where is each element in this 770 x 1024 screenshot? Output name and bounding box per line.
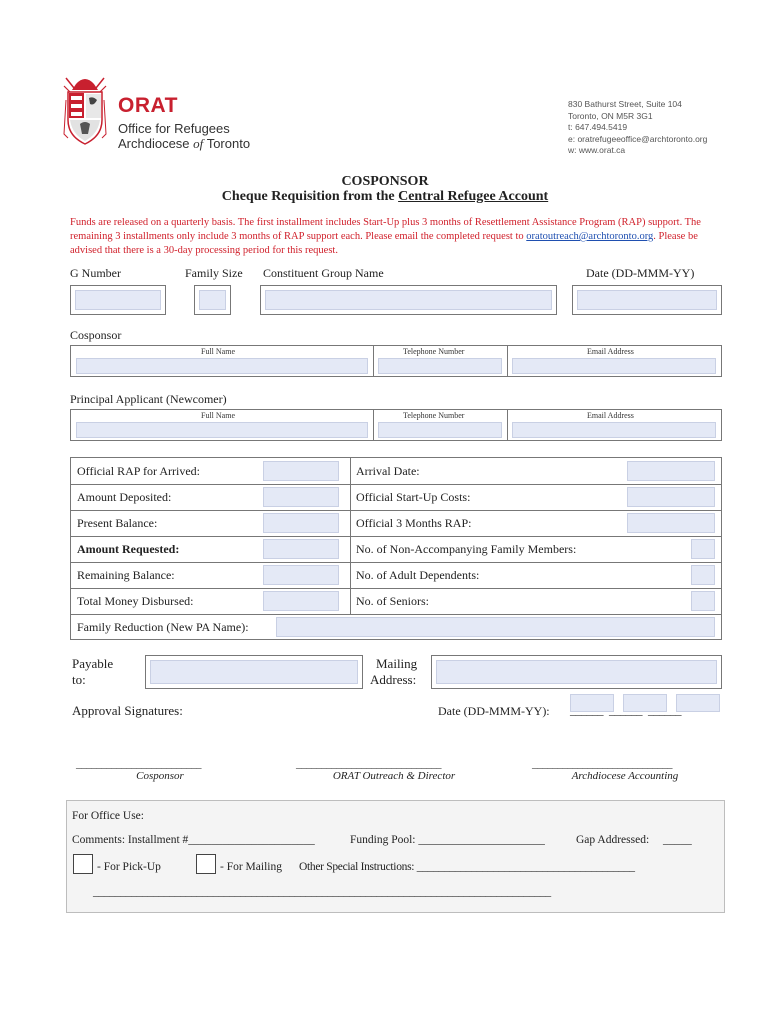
financial-row-divider-5 (71, 588, 721, 589)
orat-signature-line: _____________________________ (296, 758, 441, 770)
amount-requested-label: Amount Requested: (77, 542, 180, 556)
logo-toronto-word: Toronto (206, 136, 251, 151)
special-instructions: Other Special Instructions: ________________________________________ (299, 861, 635, 873)
office-use-panel (66, 800, 725, 913)
funding-pool: Funding Pool: ______________________ (350, 834, 545, 846)
notice-text-2: . Please be advised that there is a 30-day processing period for this request. (70, 231, 698, 256)
approval-month-input[interactable] (623, 694, 667, 712)
mailing-box (431, 655, 722, 689)
funding-notice (70, 216, 730, 258)
cosponsor-telephone-caption: Telephone Number (403, 347, 465, 356)
family-reduction-input[interactable] (276, 617, 715, 637)
notice-text-1: Funds are released on a quarterly basis. The first installment includes Start-Up plus 3 months of Resettlement Assistance Program (RAP) support. The remaining 3 installments only include 3 months of RAP support each. Please email the completed request to (70, 217, 701, 242)
cosponsor-heading: Cosponsor (70, 328, 122, 342)
address-phone: t: 647.494.5419 (568, 122, 628, 132)
startup-costs-input[interactable] (627, 487, 715, 507)
mailing-label-line1: Mailing (376, 656, 418, 671)
office-use-heading: For Office Use: (72, 810, 144, 822)
address-email: e: oratrefugeeoffice@archtoronto.org (568, 133, 708, 144)
contact-address-block (568, 99, 707, 157)
accounting-signature-caption: Archdiocese Accounting (571, 770, 679, 782)
financial-row-divider-3 (71, 536, 721, 537)
date-label: Date (DD-MMM-YY) (586, 266, 695, 280)
gap-addressed-blank: _____ (663, 834, 692, 846)
cosponsor-email-caption: Email Address (587, 347, 634, 356)
cosponsor-email-input[interactable] (512, 358, 716, 374)
family-size-box (194, 285, 231, 315)
family-size-label: Family Size (185, 266, 243, 280)
cosponsor-signature-caption: Cosponsor (136, 770, 184, 782)
payable-label-line2: to: (72, 672, 86, 687)
logo-archdiocese-word: Archdiocese (118, 136, 190, 151)
principal-fullname-caption: Full Name (201, 411, 235, 420)
cosponsor-divider-2 (507, 346, 508, 376)
address-street: 830 Bathurst Street, Suite 104 (568, 99, 682, 109)
cosponsor-telephone-input[interactable] (378, 358, 502, 374)
approval-signatures-label: Approval Signatures: (72, 703, 183, 718)
financial-row-divider-2 (71, 510, 721, 511)
approval-day-input[interactable] (570, 694, 614, 712)
logo-archdiocese-line (118, 136, 250, 152)
address-website: w: www.orat.ca (568, 145, 626, 155)
installment-comments: Comments: Installment #______________________ (72, 834, 315, 846)
cosponsor-divider-1 (373, 346, 374, 376)
form-subtitle (0, 189, 770, 205)
present-balance-label: Present Balance: (77, 516, 158, 530)
accounting-signature-line: ____________________________ (532, 758, 672, 770)
principal-fullname-input[interactable] (76, 422, 368, 438)
amount-deposited-input[interactable] (263, 487, 339, 507)
principal-box (70, 409, 722, 441)
family-size-input[interactable] (199, 290, 226, 310)
non-accompanying-label: No. of Non-Accompanying Family Members: (356, 542, 577, 556)
remaining-balance-input[interactable] (263, 565, 339, 585)
notice-email-link[interactable]: oratoutreach@archtoronto.org (526, 231, 654, 242)
cosponsor-fullname-input[interactable] (76, 358, 368, 374)
seniors-label: No. of Seniors: (356, 594, 429, 608)
logo-office-line: Office for Refugees (118, 121, 230, 136)
cosponsor-fullname-caption: Full Name (201, 347, 235, 356)
form-title: COSPONSOR (341, 174, 429, 189)
constituent-group-box (260, 285, 557, 315)
rap-arrived-label: Official RAP for Arrived: (77, 464, 200, 478)
payable-label-line1: Payable (72, 656, 114, 671)
mailing-checkbox[interactable] (196, 854, 216, 874)
financial-row-divider-6 (71, 614, 721, 615)
adult-dependents-label: No. of Adult Dependents: (356, 568, 480, 582)
principal-divider-2 (507, 410, 508, 440)
payable-to-input[interactable] (150, 660, 358, 684)
principal-divider-1 (373, 410, 374, 440)
three-months-rap-label: Official 3 Months RAP: (356, 516, 472, 530)
subtitle-prefix: Cheque Requisition from the (221, 189, 399, 204)
archdiocese-crest-logo (62, 74, 108, 154)
special-instructions-line: ____________________________________________________________________________________ (93, 886, 551, 898)
adult-dependents-input[interactable] (691, 565, 715, 585)
present-balance-input[interactable] (263, 513, 339, 533)
approval-date-label: Date (DD-MMM-YY): (438, 704, 550, 718)
startup-costs-label: Official Start-Up Costs: (356, 490, 471, 504)
cosponsor-box (70, 345, 722, 377)
g-number-box (70, 285, 166, 315)
orat-signature-caption: ORAT Outreach & Director (332, 770, 456, 782)
principal-telephone-caption: Telephone Number (403, 411, 465, 420)
mailing-option-label: - For Mailing (220, 861, 282, 873)
payable-box (145, 655, 363, 689)
constituent-group-label: Constituent Group Name (263, 266, 384, 280)
logo-wordmark: ORAT (118, 94, 178, 117)
pickup-checkbox[interactable] (73, 854, 93, 874)
date-input[interactable] (577, 290, 717, 310)
arrival-date-input[interactable] (627, 461, 715, 481)
principal-applicant-heading: Principal Applicant (Newcomer) (70, 392, 227, 406)
remaining-balance-label: Remaining Balance: (77, 568, 175, 582)
amount-deposited-label: Amount Deposited: (77, 490, 172, 504)
principal-telephone-input[interactable] (378, 422, 502, 438)
pickup-label: - For Pick-Up (97, 861, 161, 873)
amount-requested-input[interactable] (263, 539, 339, 559)
cosponsor-signature-line: _________________________ (76, 758, 201, 770)
family-reduction-label: Family Reduction (New PA Name): (77, 620, 249, 634)
subtitle-account-name: Central Refugee Account (398, 189, 549, 204)
seniors-input[interactable] (691, 591, 715, 611)
g-number-label: G Number (70, 266, 121, 280)
constituent-group-input[interactable] (265, 290, 552, 310)
principal-email-input[interactable] (512, 422, 716, 438)
rap-arrived-input[interactable] (263, 461, 339, 481)
g-number-input[interactable] (75, 290, 161, 310)
total-disbursed-input[interactable] (263, 591, 339, 611)
date-box (572, 285, 722, 315)
arrival-date-label: Arrival Date: (356, 464, 420, 478)
approval-year-input[interactable] (676, 694, 720, 712)
financial-row-divider-4 (71, 562, 721, 563)
gap-addressed-label: Gap Addressed: (576, 834, 650, 846)
non-accompanying-input[interactable] (691, 539, 715, 559)
logo-of-word: of (193, 136, 204, 151)
financial-table (70, 457, 722, 640)
mailing-address-input[interactable] (436, 660, 717, 684)
three-months-rap-input[interactable] (627, 513, 715, 533)
address-city: Toronto, ON M5R 3G1 (568, 110, 653, 121)
mailing-label-line2: Address: (370, 672, 417, 687)
principal-email-caption: Email Address (587, 411, 634, 420)
total-disbursed-label: Total Money Disbursed: (77, 594, 194, 608)
financial-row-divider-1 (71, 484, 721, 485)
